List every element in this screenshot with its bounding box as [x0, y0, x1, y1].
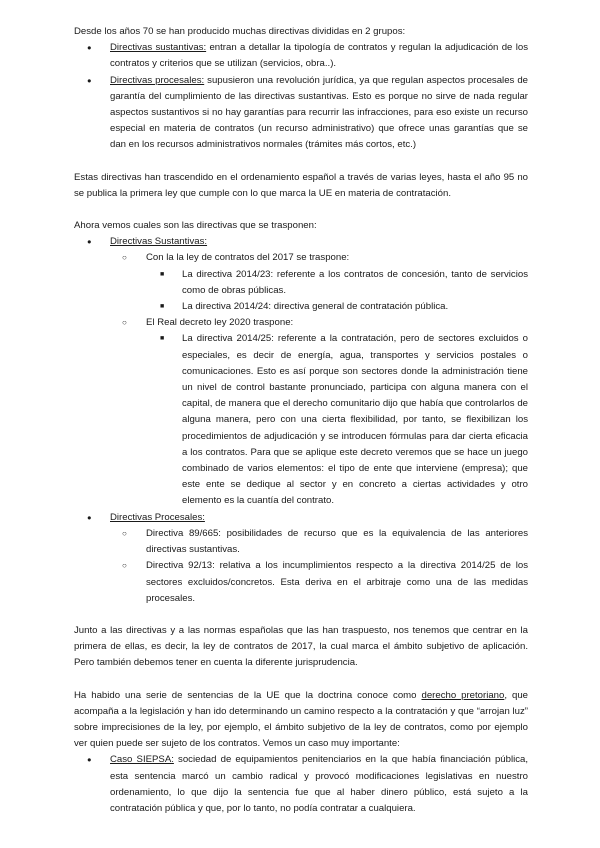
list-item — [74, 40, 528, 72]
term-sustantivas: Directivas sustantivas: — [110, 42, 207, 54]
list-item: ○ Directiva 89/665: posibilidades de recurso que es la equivalencia de las anteriores directivas sustantivas. — [110, 526, 528, 558]
ley-2017-text: Con la la ley de contratos del 2017 se traspone: — [146, 252, 350, 264]
list-item: ■ La directiva 2014/23: referente a los contratos de concesión, tanto de servicios como de obras públicas. — [146, 267, 528, 299]
intro-paragraph: Desde los años 70 se han producido muchas directivas divididas en 2 grupos: — [74, 26, 406, 37]
term-procesales: Directivas procesales: — [110, 74, 205, 86]
definition-text: sociedad de equipamientos penitenciarios en la que había financiación pública, esta sentencia marcó un cambio radical y provocó modificaciones legislativas en nuestro ordenamiento, lo que dijo la sentencia fue que al haber dinero público, está sujeto a la contratación pública y que, por lo tanto, no podía contratar a cualquiera. — [110, 754, 529, 814]
paragraph-case-law — [74, 688, 528, 753]
list-item — [74, 510, 528, 607]
heading-sustantivas: Directivas Sustantivas: — [110, 236, 208, 248]
term-caso-siepsa: Caso SIEPSA: — [110, 754, 174, 766]
list-item: ○ Directiva 92/13: relativa a los incumplimientos respecto a la directiva 2014/25 de los sectores excluidos/concretos. Esta deriva en el arbitraje como una de las medidas procesales. — [110, 558, 528, 607]
definition-text: entran a detallar la tipología de contratos y regulan la adjudicación de los contratos y criterios que se utilizan (servicios, obra..). — [110, 42, 528, 70]
list-item: ■ La directiva 2014/25: referente a la contratación, pero de sectores excluidos o especiales, es decir de energía, agua, transportes y servicios postales o comunicaciones. Esto es así porque son sectores donde la administración tiene un nivel de control bastante pronunciado, participa con alguna manera con el capital, de manera que el derecho comunitario dijo que había que controlarlos de alguna manera, pero con una cierta flexibilidad, por tanto, se flexibilizan los procedimientos de adjudicación y se introducen fórmulas para dar cierta eficacia a los contratos. Para que se aplique este decreto veremos que se hace un juego combinado de varios elementos: el tipo de ente que interviene (empresa); que este ente se dedique al sector y en concreto a ciertas actividades y otro elemento es la cuantía del contrato. — [146, 331, 528, 509]
paragraph-list-intro: Ahora vemos cuales son las directivas que se trasponen: — [74, 220, 317, 232]
paragraph-jurisprudence: Junto a las directivas y a las normas españolas que las han traspuesto, nos tenemos que centrar en la primera de ellas, es decir, la ley de contratos de 2017, la cual marca el ámbito subjetivo de aplicación. Pero también debemos tener en cuenta la diferente jurisprudencia. — [74, 624, 528, 669]
list-item — [110, 315, 528, 509]
case-list — [74, 752, 528, 817]
list-item — [74, 73, 528, 154]
list-item: ■ La directiva 2014/24: directiva general de contratación pública. — [146, 299, 528, 315]
paragraph-transposition: Estas directivas han trascendido en el ordenamiento español a través de varias leyes, hasta el año 95 no se publica la primera ley que cumple con lo que marca la UE en materia de contratación. — [74, 171, 528, 199]
derecho-pretoriano-term: derecho pretoriano — [421, 689, 505, 701]
definition-text: supusieron una revolución jurídica, ya que regulan aspectos procesales de garantía del cumplimiento de las directivas sustantivas. Esto es porque no sirve de nada regular aspectos sustantivos si no hay garantías para recurrir las infracciones, para eso existe un recurso especial en materia de contratos (un recurso administrativo) que ofrece unas garantías que se dan en los recursos administrativos normales (trámites más cortos, etc.) — [110, 74, 528, 151]
text-run: , que acompaña a la legislación y han ido determinando un camino respecto a la contratación y que “arrojan luz” sobre imprecisiones de la ley, por ejemplo, el ámbito subjetivo de la ley de contratos, como por ejemplo ver quien puede ser sujeto de los contratos. Vemos un caso muy importante: — [74, 689, 528, 750]
heading-procesales: Directivas Procesales: — [110, 511, 205, 523]
transposed-directives-list — [74, 234, 528, 607]
decreto-2020-text: El Real decreto ley 2020 traspone: — [146, 317, 294, 329]
list-item — [110, 250, 528, 315]
list-item — [74, 234, 528, 509]
text-run: Ha habido una serie de sentencias de la UE que la doctrina conoce como — [74, 689, 422, 701]
directive-groups-list — [74, 40, 528, 153]
list-item — [74, 752, 528, 817]
